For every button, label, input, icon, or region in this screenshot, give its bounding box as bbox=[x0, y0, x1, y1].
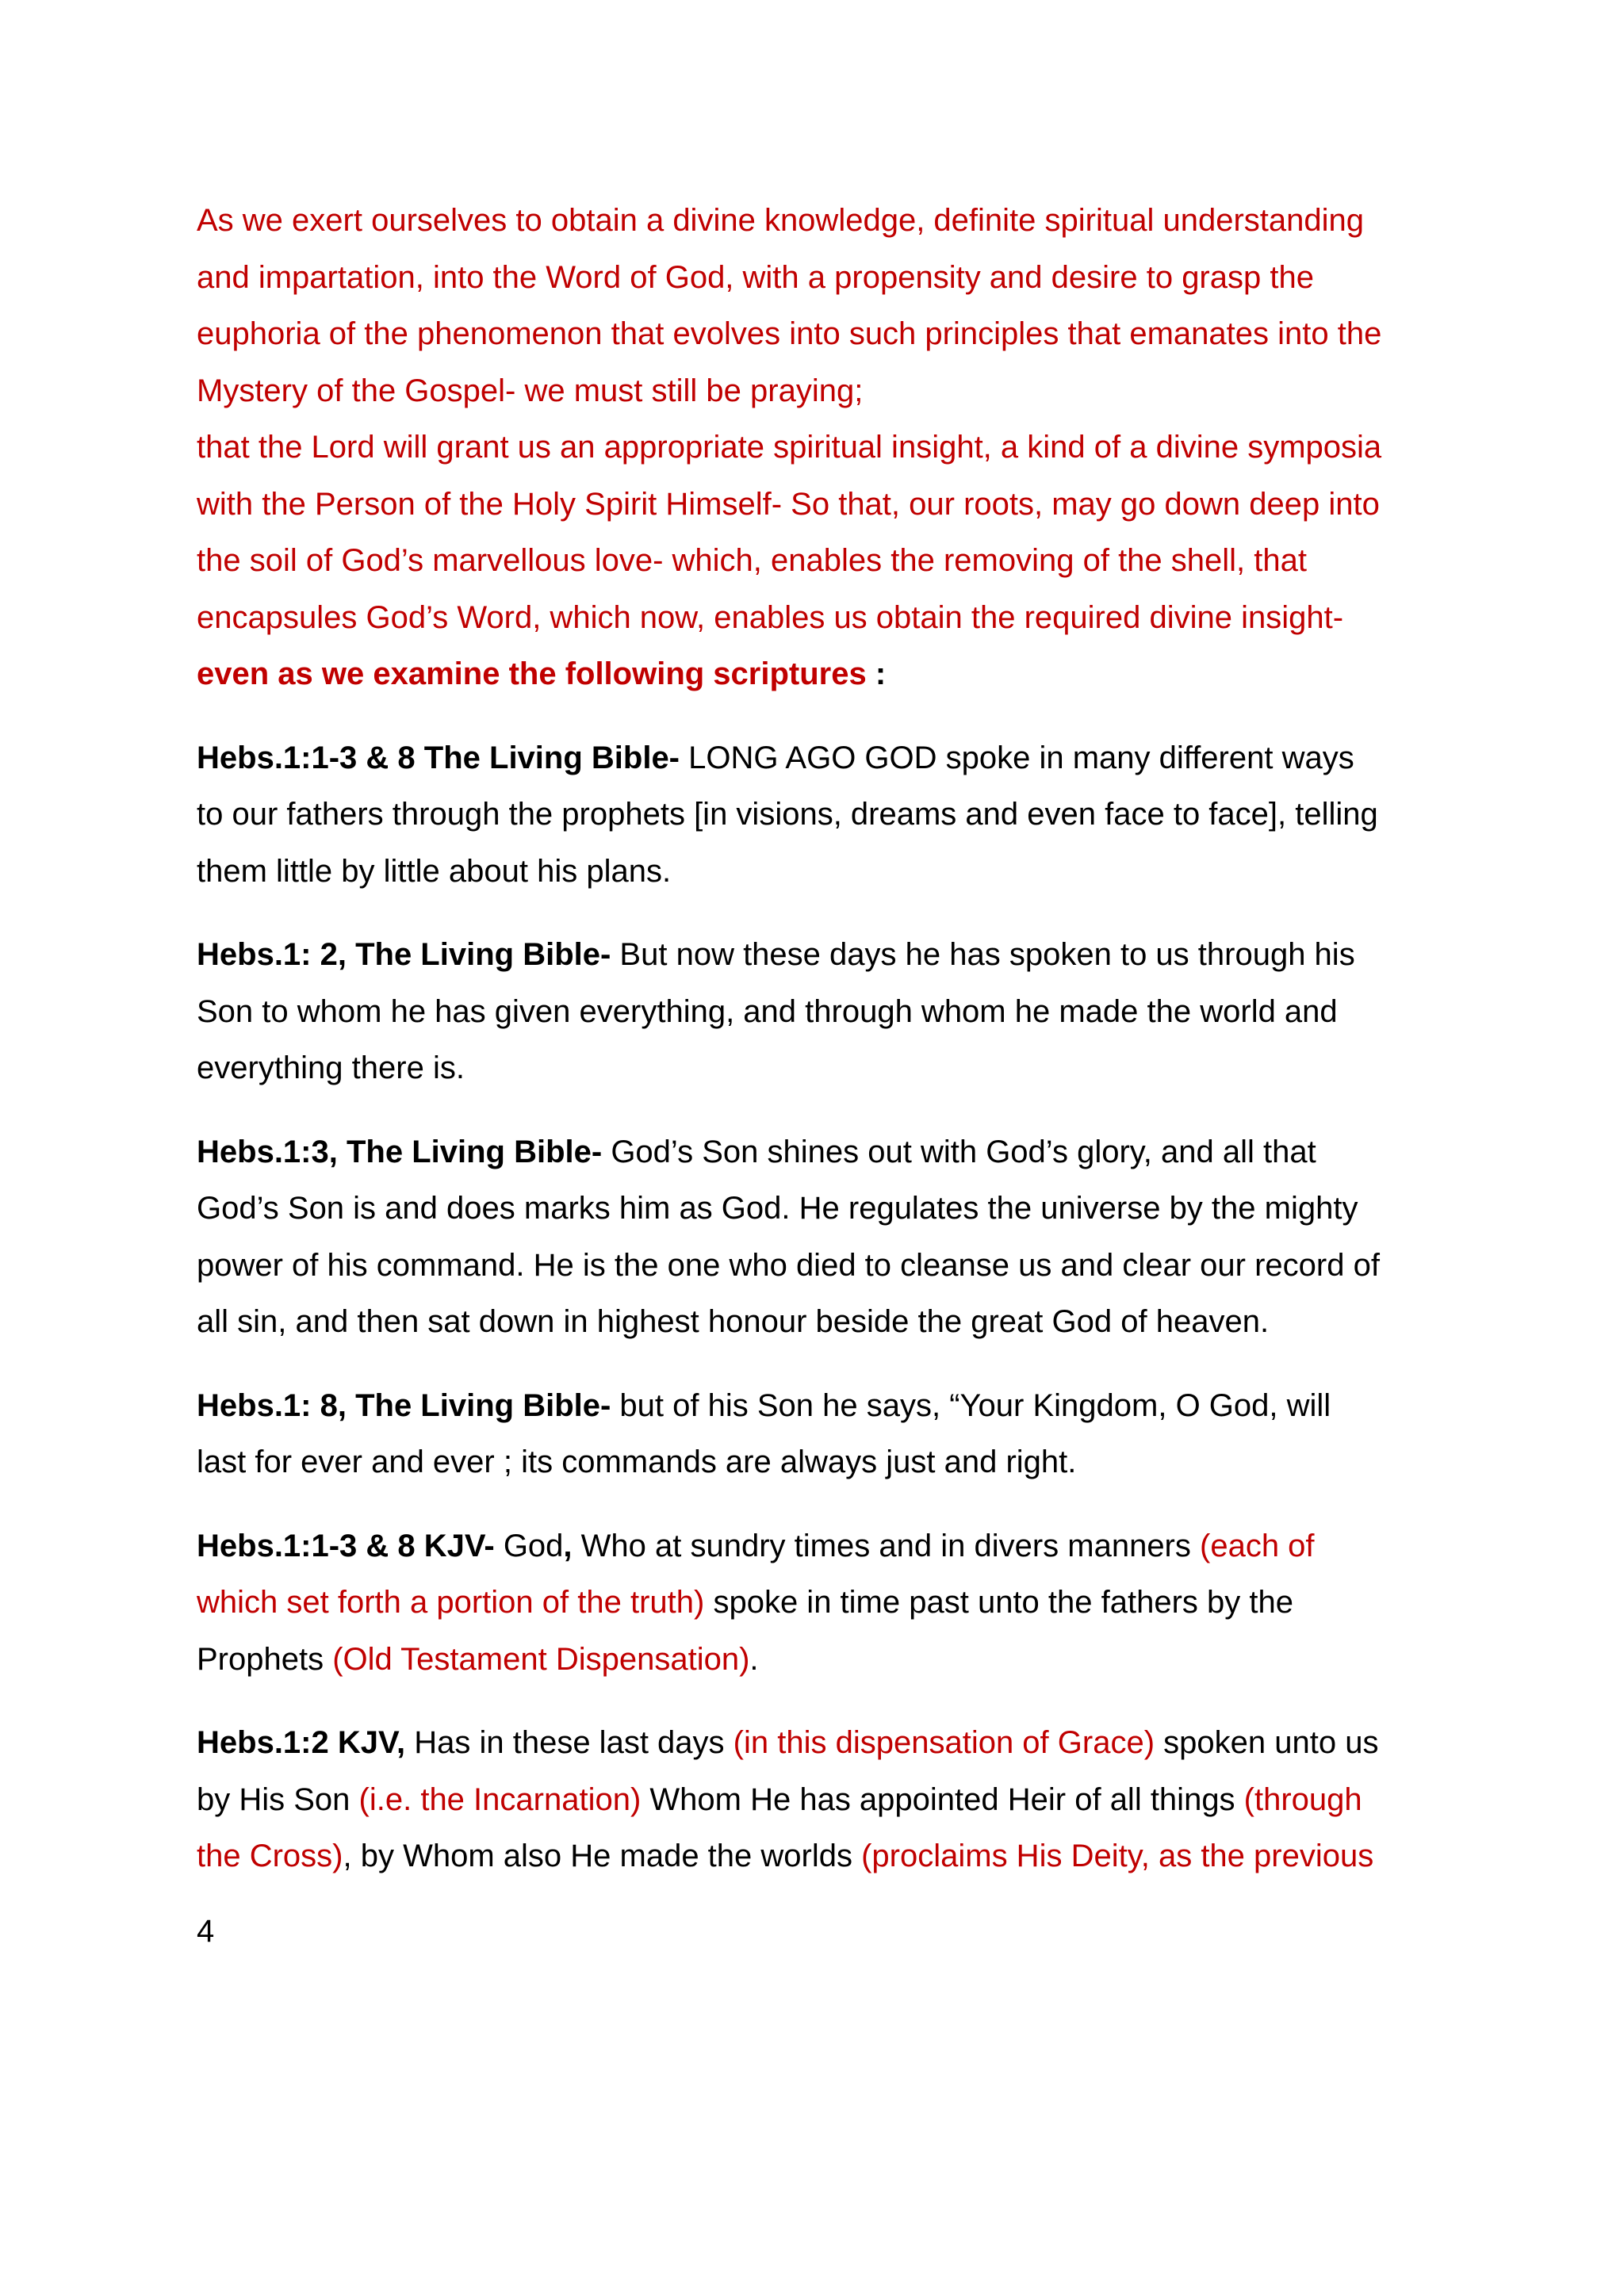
scripture-text: God’s Son shines out with God’s glory, and all that bbox=[602, 1134, 1316, 1169]
scripture-line: everything there is. bbox=[197, 1050, 465, 1085]
scripture-text: But now these days he has spoken to us through his bbox=[611, 937, 1355, 972]
scripture-line: them little by little about his plans. bbox=[197, 853, 672, 889]
intro-line: As we exert ourselves to obtain a divine knowledge, definite spiritual understanding bbox=[197, 203, 1364, 238]
scripture-hebs-1-1-3-8-kjv bbox=[197, 1518, 1450, 1689]
page-number: 4 bbox=[197, 1914, 215, 1949]
scripture-comma: , bbox=[563, 1528, 573, 1563]
intro-line: encapsules God’s Word, which now, enables us obtain the required divine insight- bbox=[197, 599, 1344, 635]
scripture-line bbox=[197, 927, 1450, 984]
intro-line: and impartation, into the Word of God, with a propensity and desire to grasp the bbox=[197, 259, 1314, 295]
scripture-line: God’s Son is and does marks him as God. He regulates the universe by the mighty bbox=[197, 1191, 1358, 1226]
scripture-reference: Hebs.1: 2, The Living Bible- bbox=[197, 937, 611, 972]
scripture-hebs-1-2-kjv bbox=[197, 1715, 1450, 1885]
scripture-reference: Hebs.1: 8, The Living Bible- bbox=[197, 1387, 611, 1423]
scripture-line: to our fathers through the prophets [in visions, dreams and even face to face], telling bbox=[197, 797, 1378, 832]
scripture-text: LONG AGO GOD spoke in many different ways bbox=[680, 740, 1354, 775]
scripture-line: power of his command. He is the one who died to cleanse us and clear our record of bbox=[197, 1247, 1380, 1283]
scripture-text: Whom He has appointed Heir of all things bbox=[641, 1781, 1244, 1817]
scripture-reference: Hebs.1:1-3 & 8 KJV- bbox=[197, 1528, 495, 1563]
intro-line: that the Lord will grant us an appropriate spiritual insight, a kind of a divine symposia bbox=[197, 430, 1382, 465]
intro-colon: : bbox=[866, 656, 887, 691]
scripture-line bbox=[197, 1518, 1450, 1575]
intro-line: with the Person of the Holy Spirit Himself- So that, our roots, may go down deep into bbox=[197, 486, 1380, 522]
scripture-text: God bbox=[494, 1528, 564, 1563]
scripture-text: by His Son bbox=[197, 1781, 359, 1817]
intro-line: Mystery of the Gospel- we must still be praying; bbox=[197, 373, 864, 408]
scripture-hebs-1-8-tlb bbox=[197, 1378, 1450, 1491]
scripture-commentary: (through bbox=[1243, 1781, 1362, 1817]
scripture-line bbox=[197, 1575, 1450, 1632]
scripture-reference: Hebs.1:1-3 & 8 The Living Bible- bbox=[197, 740, 680, 775]
scripture-hebs-1-2-tlb bbox=[197, 927, 1450, 1097]
intro-closing-line bbox=[197, 646, 1450, 703]
scripture-commentary: the Cross) bbox=[197, 1839, 343, 1873]
scripture-commentary: (in this dispensation of Grace) bbox=[733, 1725, 1155, 1760]
intro-paragraph bbox=[197, 193, 1450, 703]
scripture-line: last for ever and ever ; its commands are always just and right. bbox=[197, 1445, 1077, 1479]
scripture-line bbox=[197, 1715, 1450, 1772]
scripture-line bbox=[197, 730, 1450, 787]
scripture-text: . bbox=[749, 1641, 759, 1677]
scripture-text: , by Whom also He made the worlds bbox=[343, 1839, 862, 1873]
scripture-reference: Hebs.1:3, The Living Bible- bbox=[197, 1134, 603, 1169]
scripture-line bbox=[197, 1632, 1450, 1689]
scripture-line bbox=[197, 1378, 1450, 1435]
intro-line: euphoria of the phenomenon that evolves into such principles that emanates into the bbox=[197, 316, 1382, 351]
scripture-commentary: (Old Testament Dispensation) bbox=[332, 1641, 750, 1677]
scripture-commentary: which set forth a portion of the truth) bbox=[197, 1585, 705, 1620]
scripture-line bbox=[197, 1828, 1450, 1885]
page-content bbox=[197, 193, 1450, 1885]
scripture-text: Who at sundry times and in divers manners bbox=[572, 1528, 1200, 1563]
scripture-hebs-1-3-tlb bbox=[197, 1124, 1450, 1351]
scripture-commentary: (each of bbox=[1200, 1528, 1315, 1563]
scripture-line: all sin, and then sat down in highest honour beside the great God of heaven. bbox=[197, 1304, 1270, 1339]
scripture-text: spoken unto us bbox=[1155, 1725, 1379, 1760]
scripture-line: Son to whom he has given everything, and through whom he made the world and bbox=[197, 993, 1338, 1029]
scripture-commentary: (proclaims His Deity, as the previous bbox=[861, 1839, 1374, 1873]
intro-bold-text: even as we examine the following scriptures bbox=[197, 656, 867, 691]
scripture-text: Has in these last days bbox=[405, 1725, 733, 1760]
scripture-commentary: (i.e. the Incarnation) bbox=[358, 1781, 642, 1817]
scripture-text: but of his Son he says, “Your Kingdom, O God, will bbox=[611, 1387, 1331, 1423]
scripture-hebs-1-1-3-8-tlb bbox=[197, 730, 1450, 901]
scripture-text: Prophets bbox=[197, 1641, 333, 1677]
scripture-text: spoke in time past unto the fathers by the bbox=[704, 1585, 1293, 1620]
scripture-reference: Hebs.1:2 KJV, bbox=[197, 1725, 406, 1760]
intro-line: the soil of God’s marvellous love- which, enables the removing of the shell, that bbox=[197, 543, 1307, 578]
scripture-line bbox=[197, 1772, 1450, 1829]
scripture-line bbox=[197, 1124, 1450, 1181]
